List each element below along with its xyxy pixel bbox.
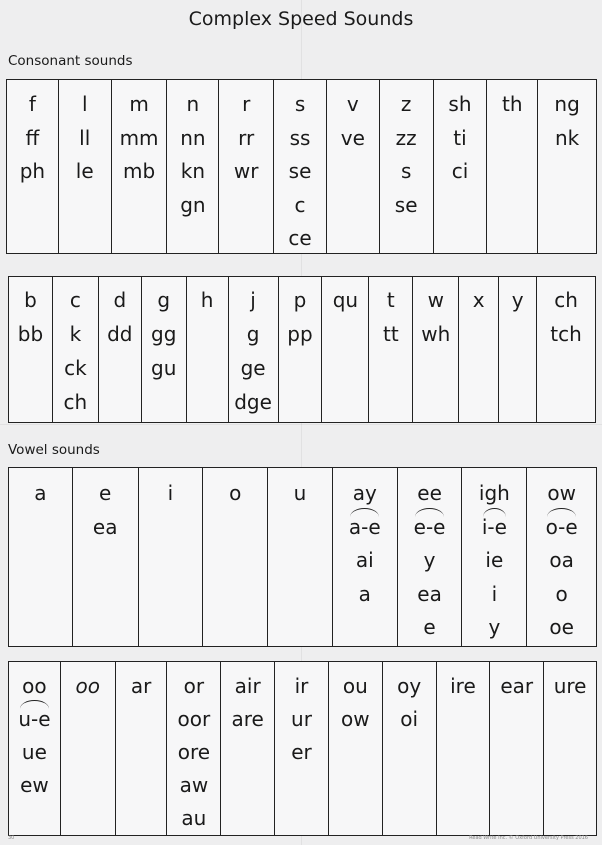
vowel-column	[139, 468, 204, 646]
vowel-grid-1	[8, 467, 597, 647]
consonant-column	[112, 80, 168, 253]
consonant-grapheme: l	[81, 92, 88, 116]
consonant-column	[487, 80, 538, 253]
vowel-grapheme: i	[491, 581, 498, 606]
vowel-grapheme: oi	[400, 707, 419, 731]
consonant-grapheme: pp	[287, 322, 313, 346]
consonant-grapheme: nn	[180, 125, 206, 150]
consonant-grapheme: gg	[151, 322, 177, 346]
vowel-grapheme: ow	[547, 481, 576, 505]
vowel-grapheme: ea	[417, 581, 442, 606]
vowel-grapheme: u-e	[18, 703, 50, 736]
consonant-grapheme: s	[400, 159, 412, 183]
consonant-column	[274, 80, 327, 253]
consonant-grapheme: bb	[17, 322, 44, 346]
consonant-grapheme: b	[24, 288, 37, 312]
consonant-grapheme: c	[69, 288, 81, 312]
consonant-grapheme: ff	[25, 125, 40, 150]
vowel-grapheme: oor	[177, 707, 211, 731]
consonant-column	[7, 80, 59, 253]
consonant-grid-1	[6, 79, 597, 254]
vowel-grapheme: ue	[21, 740, 47, 764]
vowel-grapheme: ire	[450, 674, 476, 698]
vowel-column	[462, 468, 527, 646]
vowel-grapheme: o	[229, 481, 242, 505]
consonant-grapheme: gu	[151, 356, 177, 380]
vowel-column	[167, 662, 221, 835]
vowel-grapheme: ear	[500, 674, 534, 698]
consonant-column	[537, 277, 595, 422]
consonant-grapheme: d	[113, 288, 127, 312]
consonant-grapheme: ll	[79, 125, 91, 150]
consonant-grapheme: x	[472, 288, 485, 312]
vowel-grapheme: ai	[355, 548, 374, 572]
consonant-grid-2	[8, 276, 596, 423]
vowel-grapheme: er	[291, 740, 312, 764]
consonant-grapheme: rr	[238, 125, 255, 150]
vowel-grapheme: ore	[177, 740, 211, 764]
consonant-grapheme: gn	[180, 192, 206, 217]
consonant-column	[434, 80, 488, 253]
vowel-column	[61, 662, 116, 835]
vowel-column	[203, 468, 268, 646]
vowel-grapheme: ure	[553, 674, 587, 698]
vowel-column	[275, 662, 329, 835]
consonant-grapheme: ce	[288, 226, 312, 250]
page-title: Complex Speed Sounds	[188, 8, 414, 30]
consonant-grapheme: le	[75, 159, 94, 183]
consonant-grapheme: m	[129, 92, 149, 116]
consonant-grapheme: t	[386, 288, 395, 312]
vowel-grid-2	[8, 661, 597, 836]
consonant-grapheme: z	[400, 92, 412, 116]
vowel-grapheme: a	[358, 581, 371, 606]
consonant-column	[59, 80, 112, 253]
consonant-column	[99, 277, 142, 422]
consonant-grapheme: s	[294, 92, 306, 116]
consonant-grapheme: r	[242, 92, 251, 116]
consonant-column	[322, 277, 369, 422]
vowel-grapheme: oo	[75, 674, 100, 698]
consonant-grapheme: ti	[453, 125, 467, 150]
vowel-grapheme: u	[293, 481, 307, 505]
fold-crease-horizontal	[0, 424, 602, 425]
consonant-grapheme: wh	[421, 322, 451, 346]
vowel-grapheme: y	[423, 548, 436, 572]
vowel-grapheme: oo	[22, 674, 47, 698]
vowel-grapheme: oe	[549, 615, 574, 639]
vowel-grapheme: o	[555, 581, 568, 606]
vowel-grapheme: ay	[352, 481, 377, 505]
vowel-column	[329, 662, 383, 835]
consonant-grapheme: ng	[554, 92, 580, 116]
consonant-grapheme: wr	[233, 159, 259, 183]
consonant-column	[369, 277, 413, 422]
consonant-grapheme: se	[394, 192, 418, 217]
consonant-column	[538, 80, 596, 253]
vowel-grapheme: oy	[397, 674, 422, 698]
consonant-grapheme: k	[69, 322, 82, 346]
vowel-grapheme: ou	[342, 674, 368, 698]
vowel-column	[116, 662, 168, 835]
vowel-grapheme: ar	[130, 674, 152, 698]
consonant-column	[413, 277, 459, 422]
consonant-column	[327, 80, 380, 253]
vowel-grapheme: ie	[485, 548, 504, 572]
vowel-grapheme: au	[181, 806, 207, 830]
consonant-grapheme: mm	[119, 125, 159, 150]
vowel-column	[221, 662, 275, 835]
copyright-note: Read Write Inc. © Oxford University Press 2016	[469, 835, 588, 841]
consonant-grapheme: ck	[64, 356, 87, 380]
consonant-grapheme: ph	[19, 159, 46, 183]
vowel-column	[73, 468, 139, 646]
consonant-grapheme: ch	[63, 390, 88, 414]
consonant-column	[167, 80, 219, 253]
consonant-column	[9, 277, 53, 422]
vowel-column	[333, 468, 398, 646]
consonant-grapheme: ci	[451, 159, 469, 183]
vowel-column	[544, 662, 596, 835]
consonant-column	[380, 80, 434, 253]
vowel-grapheme: e	[423, 615, 436, 639]
consonant-grapheme: nk	[554, 125, 580, 150]
consonant-grapheme: tch	[550, 322, 582, 346]
consonant-grapheme: ch	[554, 288, 578, 312]
consonant-column	[219, 80, 274, 253]
consonant-grapheme: zz	[395, 125, 417, 150]
vowel-grapheme: oa	[549, 548, 574, 572]
consonant-column	[279, 277, 323, 422]
vowel-grapheme: e	[99, 481, 112, 505]
consonant-grapheme: ss	[289, 125, 311, 150]
vowel-grapheme: ir	[294, 674, 309, 698]
vowel-grapheme: air	[234, 674, 261, 698]
consonant-column	[142, 277, 187, 422]
vowel-grapheme: ee	[417, 481, 442, 505]
consonant-grapheme: n	[186, 92, 200, 116]
consonant-column	[187, 277, 229, 422]
consonant-grapheme: th	[502, 92, 523, 116]
vowel-grapheme: a-e	[349, 511, 381, 545]
vowel-grapheme: aw	[179, 773, 209, 797]
consonant-grapheme: ve	[340, 125, 365, 150]
consonant-grapheme: dd	[107, 322, 133, 346]
vowel-column	[398, 468, 463, 646]
consonant-column	[499, 277, 537, 422]
vowel-column	[9, 662, 61, 835]
consonant-grapheme: j	[250, 288, 256, 312]
vowel-column	[383, 662, 437, 835]
consonant-column	[53, 277, 99, 422]
consonant-grapheme: tt	[382, 322, 399, 346]
consonant-grapheme: c	[294, 192, 306, 217]
vowel-section-label: Vowel sounds	[8, 442, 100, 458]
page-number: 30	[8, 835, 15, 841]
vowel-column	[268, 468, 333, 646]
vowel-grapheme: a	[34, 481, 47, 505]
vowel-grapheme: i-e	[482, 511, 507, 545]
consonant-grapheme: g	[246, 322, 260, 346]
consonant-grapheme: w	[427, 288, 444, 312]
consonant-grapheme: kn	[180, 159, 206, 183]
consonant-section-label: Consonant sounds	[8, 53, 133, 69]
vowel-grapheme: or	[183, 674, 205, 698]
vowel-grapheme: ew	[20, 773, 49, 797]
vowel-grapheme: ea	[92, 514, 118, 539]
vowel-grapheme: igh	[478, 481, 510, 505]
consonant-grapheme: dge	[234, 390, 272, 414]
consonant-column	[459, 277, 499, 422]
vowel-grapheme: e-e	[414, 511, 446, 545]
vowel-grapheme: i	[167, 481, 174, 505]
consonant-grapheme: h	[200, 288, 214, 312]
consonant-grapheme: f	[28, 92, 36, 116]
consonant-grapheme: se	[288, 159, 312, 183]
vowel-column	[527, 468, 596, 646]
vowel-column	[490, 662, 544, 835]
consonant-grapheme: g	[157, 288, 171, 312]
vowel-grapheme: ur	[291, 707, 312, 731]
consonant-grapheme: y	[511, 288, 524, 312]
consonant-grapheme: mb	[122, 159, 156, 183]
consonant-grapheme: v	[346, 92, 359, 116]
vowel-grapheme: y	[488, 615, 501, 639]
vowel-column	[437, 662, 491, 835]
consonant-grapheme: sh	[448, 92, 472, 116]
vowel-column	[9, 468, 73, 646]
vowel-grapheme: o-e	[546, 511, 578, 545]
consonant-grapheme: ge	[240, 356, 266, 380]
consonant-column	[229, 277, 279, 422]
vowel-grapheme: ow	[341, 707, 370, 731]
consonant-grapheme: p	[293, 288, 307, 312]
vowel-grapheme: are	[231, 707, 264, 731]
consonant-grapheme: qu	[332, 288, 359, 312]
